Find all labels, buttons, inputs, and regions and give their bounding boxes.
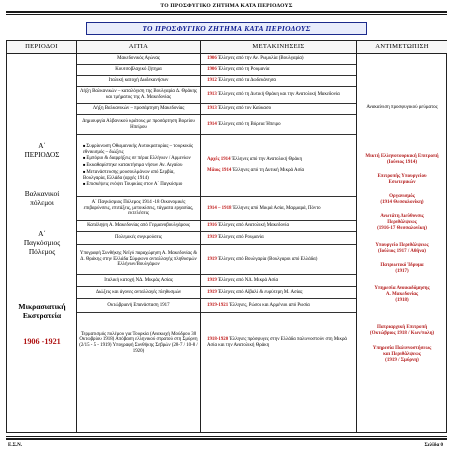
period-ww-line1: Α΄ xyxy=(38,229,46,238)
cause-row-2: Κουτσοβλαχικό ζήτημα xyxy=(77,65,200,76)
move-row-return: 1918-1920 Έλληνες πρόσφυγες στην Ελλάδα παλιννοστούν στη Μικρά Ασία και την Ανατολική Θράκη xyxy=(207,337,347,348)
cause-row-end-war: Τερματισμός πολέμου για Τουρκία (Ανακωχή Μούδρου 30 Οκτωβρίου 1918) Απόβαση ελληνικού στρατού στη Σμύρνη (2/15 - 5 - 1919) Υπογραφή Συνθήκης Σεβρών (28-7 / 10-8 / 1920) xyxy=(79,331,198,354)
top-divider xyxy=(6,11,447,13)
cause-row-conflicts: Πολεμικές συγκρούσεις xyxy=(77,232,200,245)
running-header: ΤΟ ΠΡΟΣΦΥΓΙΚΟ ΖΗΤΗΜΑ ΚΑΤΑ ΠΕΡΙΟΔΟΥΣ xyxy=(160,3,293,9)
period-asia-minor xyxy=(7,302,77,320)
bottom-divider-thin xyxy=(6,436,447,437)
periods-table xyxy=(6,40,447,433)
move-row-russia: 1919-1921 Έλληνες, Ρώσοι και Αρμένιοι από Ρωσία xyxy=(201,299,356,313)
move-row-sw-asia: 1919 Έλληνες από ΝΔ. Μικρά Ασία xyxy=(201,275,356,287)
cause-block-ottoman xyxy=(77,135,200,197)
period-mikra-line1: Μικρασιατική xyxy=(18,302,66,311)
header-periods: ΠΕΡΙΟΔΟΙ xyxy=(7,41,77,54)
move-row-occupation: 1916 Έλληνες από Ανατολική Μακεδονία xyxy=(201,221,356,232)
footer-left: Ε.Σ.Ν. xyxy=(8,443,22,448)
move-row-3: 1912 Έλληνες από τα Δωδεκάνησα xyxy=(201,76,356,87)
move-row-4: 1913 Έλληνες από τη Δυτική Θράκη και την Ανατολική Μακεδονία xyxy=(201,87,356,104)
cause-row-5: Λήξη Βαλκανικών – προσάρτηση Μακεδονίας xyxy=(77,104,200,115)
period-balkan-line2: πόλεμοι xyxy=(30,198,54,207)
movements-column xyxy=(201,54,357,433)
move-row-romania: 1919 Έλληνες από Ρουμανία xyxy=(201,232,356,245)
period-a-label: Α΄ xyxy=(38,142,46,150)
header-responses: ΑΝΤΙΜΕΤΩΠΙΣΗ xyxy=(357,41,447,54)
response-repatriation-service: Υπηρεσία Παλιννοστήσεως και Περιθάλψεως (1919 / Σμύρνη) xyxy=(372,346,432,363)
cause-row-italian: Ιταλική κατοχή ΝΔ. Μικράς Ασίας xyxy=(77,275,200,287)
response-refugee-flow: Ανακαίνιση προσφυγικού ρεύματος xyxy=(366,105,438,110)
cause-row-4: Λήξη Βαλκανικών – καταλόγιση της Βουλγαρία Δ. Θράκης και τμήματος της Α. Μακεδονίας xyxy=(77,87,200,104)
response-patriarchal-committee: Πατριαρχική Επιτροπή (Οκτώβριος 1918 / Κων/πολη) xyxy=(369,325,435,336)
move-block-ottoman: Αρχές 1914 Έλληνες από την Ανατολική Θράκη Μάιος 1914 Έλληνες από τη Δυτική Μικρά Ασία xyxy=(201,135,356,197)
cause-bullet-5: ■ Επισκέψεις ενόψει Τουρκίας στον Α΄ Παγκόσμιο xyxy=(83,181,182,188)
period-world-war xyxy=(7,229,77,256)
move-row-2: 1906 Έλληνες από τη Ρουμανία xyxy=(201,65,356,76)
top-divider-thin xyxy=(6,14,447,15)
period-ww-line2: Παγκόσμιος xyxy=(23,238,61,247)
period-a-word: ΠΕΡΙΟΔΟΣ xyxy=(24,151,60,159)
response-organization: Οργανισμός (1914 Θεσσαλονίκη) xyxy=(380,194,424,205)
periods-column xyxy=(7,54,77,433)
move-row-6: 1914 Έλληνες από τη Βόρεια Ήπειρο xyxy=(201,115,356,135)
period-ww-line3: Πόλεμος xyxy=(28,247,56,256)
page-number: Σελίδα 0 xyxy=(424,443,443,448)
cause-bullet-1: ■ Συρρίκνωση Οθωμανικής Αυτοκρατορίας – τουρκικός εθνικισμός – διώξεις xyxy=(83,143,198,155)
causes-column xyxy=(77,54,201,433)
move-row-ww1: 1914 – 1918 Έλληνες από Μικρά Ασία, Μαρμαρά, Πόντο xyxy=(201,197,356,221)
cause-bullet-3: ■ Εκκαθαρίστηκε κατακτήσιμα νήσων Αν. Αιγαίου xyxy=(83,162,182,169)
cause-row-neuilly: Υπογραφή Συνθήκης Νεϊγύ παραχώρηση Α. Μακεδονίας & Δ. Θράκης στην Ελλάδα Σύμφωνο ανταλλαγής πληθυσμών Ελλήνων/Βουλγάρων xyxy=(77,245,200,275)
cause-row-3: Ιταλική κατοχή Δωδεκανήσων xyxy=(77,76,200,87)
period-balkan-line1: Βαλκανικοί xyxy=(24,189,60,198)
period-mikra-line2: Εκστρατεία xyxy=(22,311,62,320)
cause-row-occupation: Κατάληψη Α. Μακεδονίας από Γερμανοβουλγάρους xyxy=(77,221,200,232)
period-years: 1906 -1921 xyxy=(23,337,61,346)
responses-column xyxy=(357,54,447,433)
cause-row-persecutions: Διώξεις και άγονες ανταλλαγές πληθυσμών xyxy=(77,287,200,299)
page-title: ΤΟ ΠΡΟΣΦΥΓΙΚΟ ΖΗΤΗΜΑ ΚΑΤΑ ΠΕΡΙΟΔΟΥΣ xyxy=(86,22,367,35)
header-movements: ΜΕΤΑΚΙΝΗΣΕΙΣ xyxy=(201,41,357,54)
period-balkan-wars xyxy=(7,189,77,207)
response-supreme-directorate: Ανωτάτη Διεύθυνσις Περιθάλψεως (1916-17 Θεσσαλονίκη) xyxy=(377,214,427,231)
response-relief-ministry: Υπουργείο Περιθάλψεως (Ιούλιος 1917 / Αθήνα) xyxy=(375,243,429,254)
move-row-1: 1906 Έλληνες από την Αν. Ρωμυλία (Βουλγαρία) xyxy=(201,54,356,65)
move-row-5: 1913 Έλληνες από τον Καύκασο xyxy=(201,104,356,115)
bottom-divider xyxy=(6,438,447,440)
response-patriotic-foundation: Πατριωτικό Ίδρυμα (1917) xyxy=(380,263,424,274)
cause-bullet-2: ■ Εμπόριο & διαρρήξεις σε πέρια Ελλήνων / Αρμενίων xyxy=(83,155,191,162)
response-reconstruction-service: Υπηρεσία Ανοικοδόμησης Α. Μακεδονίας (1918) xyxy=(374,286,430,303)
cause-row-6: Δημιουργία Αλβανικού κράτους με προσάρτηση Βορείου Ηπείρου xyxy=(77,115,200,135)
cause-row-ww1: Α΄ Παγκόσμιος Πόλεμος 1914 -18 Οικονομικές επιβαρύνσεις, επιτάξεις, μετοικίσεις, τάγματα εργασίας, εκτελέσεις xyxy=(77,197,200,221)
response-interior-ministry: Επιτροπής Υπουργείου Εσωτερικών xyxy=(377,174,427,185)
cause-row-1: Μακεδονικός Αγώνας xyxy=(77,54,200,65)
response-mixed-commission: Μικτή Ελληνοτουρκική Επιτροπή (Ιούνιος 1914) xyxy=(365,154,439,165)
cause-bullet-4: ■ Μετανάστευσης μουσουλμάνων από Σερβία, Βουλγαρία, Ελλάδα (αρχές 1914) xyxy=(83,169,198,181)
move-row-bulgaria: 1919 Έλληνες από Βουλγαρία (Βουλγαροι από Ελλάδα) xyxy=(201,245,356,275)
move-row-aivali: 1919 Έλληνες από Αϊβαλί & ευρύτερη Μ. Ασίας xyxy=(201,287,356,299)
cause-row-october: Οκτώβριανή Επανάσταση 1917 xyxy=(77,299,200,313)
header-causes: ΑΙΤΙΑ xyxy=(77,41,201,54)
period-a xyxy=(7,142,77,160)
